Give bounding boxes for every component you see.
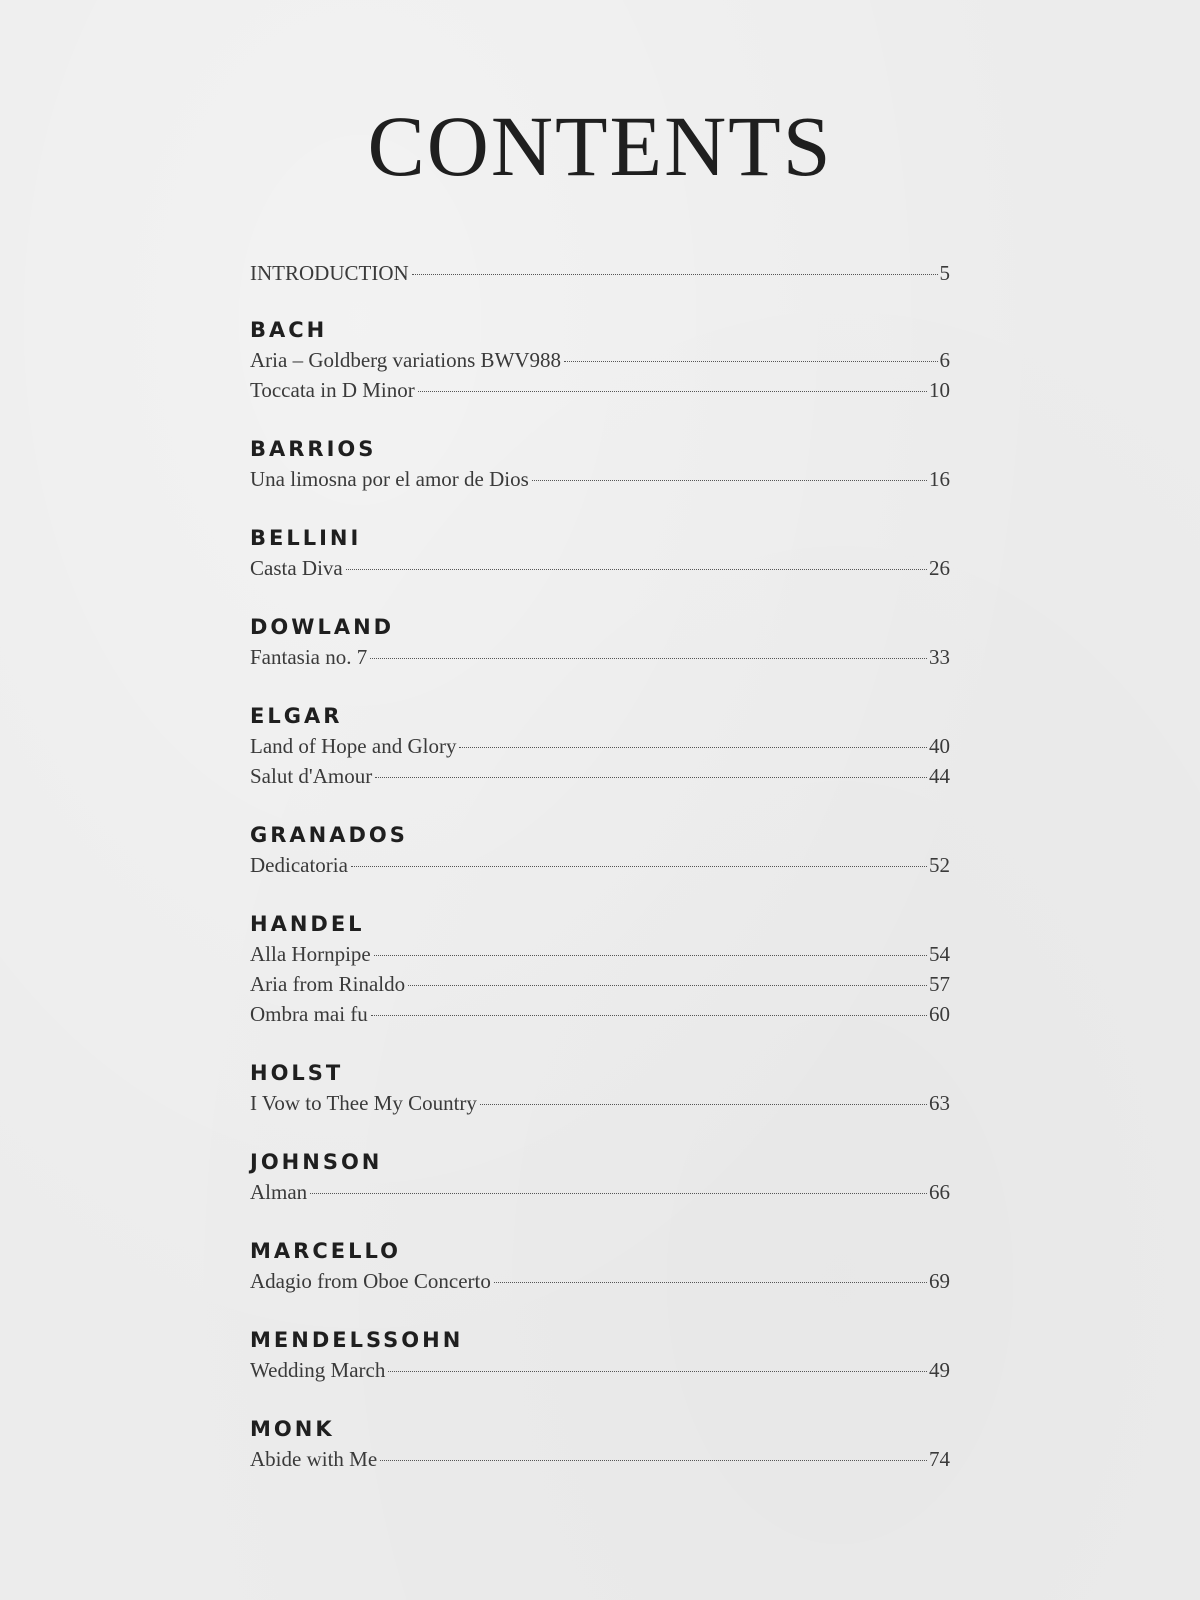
dot-leader bbox=[346, 569, 927, 570]
composer-section bbox=[250, 1148, 950, 1207]
entry-title: Adagio from Oboe Concerto bbox=[250, 1269, 491, 1293]
entry-page-number: 16 bbox=[929, 467, 950, 491]
entry-page-number: 49 bbox=[929, 1358, 950, 1382]
entry-title: Alman bbox=[250, 1180, 308, 1204]
toc-entry[interactable] bbox=[250, 642, 950, 672]
entry-title: Aria – Goldberg variations BWV988 bbox=[250, 348, 562, 372]
entry-title: Toccata in D Minor bbox=[250, 378, 415, 402]
toc-entry[interactable] bbox=[250, 761, 950, 791]
composer-section bbox=[250, 524, 950, 583]
entry-page-number: 66 bbox=[929, 1180, 950, 1204]
dot-leader bbox=[371, 1015, 927, 1016]
entry-title: Una limosna por el amor de Dios bbox=[250, 467, 529, 491]
entry-title: Wedding March bbox=[250, 1358, 386, 1382]
composer-heading: MENDELSSOHN bbox=[250, 1328, 464, 1352]
entry-page-number: 6 bbox=[939, 348, 950, 372]
toc-entry[interactable] bbox=[250, 375, 950, 405]
dot-leader bbox=[375, 777, 927, 778]
entry-title: Dedicatoria bbox=[250, 853, 348, 877]
entry-title: Abide with Me bbox=[250, 1447, 378, 1471]
dot-leader bbox=[310, 1193, 927, 1194]
dot-leader bbox=[380, 1460, 927, 1461]
dot-leader bbox=[532, 480, 927, 481]
dot-leader bbox=[408, 985, 927, 986]
dot-leader bbox=[388, 1371, 927, 1372]
composer-heading: ELGAR bbox=[250, 704, 343, 728]
dot-leader bbox=[494, 1282, 927, 1283]
composer-heading: HANDEL bbox=[250, 912, 365, 936]
composer-heading: DOWLAND bbox=[250, 615, 395, 639]
entry-title: INTRODUCTION bbox=[250, 261, 409, 285]
composer-section bbox=[250, 702, 950, 791]
toc-entry[interactable] bbox=[250, 850, 950, 880]
composer-heading: GRANADOS bbox=[250, 823, 408, 847]
composer-heading: MONK bbox=[250, 1417, 335, 1441]
toc-entry[interactable] bbox=[250, 345, 950, 375]
toc-entry[interactable] bbox=[250, 1266, 950, 1296]
composer-heading: BACH bbox=[250, 318, 328, 342]
entry-title: Ombra mai fu bbox=[250, 1002, 368, 1026]
toc-entry[interactable] bbox=[250, 1177, 950, 1207]
composer-section bbox=[250, 435, 950, 494]
entry-page-number: 26 bbox=[929, 556, 950, 580]
entry-page-number: 54 bbox=[929, 942, 950, 966]
composer-section bbox=[250, 1415, 950, 1474]
toc-entry[interactable] bbox=[250, 464, 950, 494]
composer-section bbox=[250, 1059, 950, 1118]
entry-page-number: 40 bbox=[929, 734, 950, 758]
dot-leader bbox=[459, 747, 927, 748]
entry-page-number: 44 bbox=[929, 764, 950, 788]
entry-title: Salut d'Amour bbox=[250, 764, 373, 788]
dot-leader bbox=[418, 391, 927, 392]
composer-heading: JOHNSON bbox=[250, 1150, 383, 1174]
entry-page-number: 57 bbox=[929, 972, 950, 996]
dot-leader bbox=[351, 866, 927, 867]
entry-title: Land of Hope and Glory bbox=[250, 734, 457, 758]
toc-entry-introduction[interactable] bbox=[250, 258, 950, 288]
dot-leader bbox=[370, 658, 927, 659]
entry-page-number: 10 bbox=[929, 378, 950, 402]
composer-section bbox=[250, 1237, 950, 1296]
toc-entry[interactable] bbox=[250, 969, 950, 999]
composer-sections bbox=[250, 316, 950, 1474]
toc-entry[interactable] bbox=[250, 939, 950, 969]
toc-entry[interactable] bbox=[250, 553, 950, 583]
composer-heading: MARCELLO bbox=[250, 1239, 401, 1263]
toc-entry[interactable] bbox=[250, 1088, 950, 1118]
toc-entry[interactable] bbox=[250, 999, 950, 1029]
entry-title: Fantasia no. 7 bbox=[250, 645, 368, 669]
composer-section bbox=[250, 910, 950, 1029]
composer-heading: BELLINI bbox=[250, 526, 362, 550]
composer-heading: BARRIOS bbox=[250, 437, 377, 461]
toc-entry[interactable] bbox=[250, 1444, 950, 1474]
page-title: CONTENTS bbox=[367, 98, 833, 194]
entry-page-number: 74 bbox=[929, 1447, 950, 1471]
entry-page-number: 69 bbox=[929, 1269, 950, 1293]
composer-section bbox=[250, 821, 950, 880]
composer-heading: HOLST bbox=[250, 1061, 344, 1085]
composer-section bbox=[250, 1326, 950, 1385]
toc-entry[interactable] bbox=[250, 731, 950, 761]
dot-leader bbox=[412, 274, 938, 275]
entry-title: Casta Diva bbox=[250, 556, 343, 580]
dot-leader bbox=[564, 361, 937, 362]
entry-title: I Vow to Thee My Country bbox=[250, 1091, 477, 1115]
entry-page-number: 52 bbox=[929, 853, 950, 877]
dot-leader bbox=[374, 955, 927, 956]
composer-section bbox=[250, 316, 950, 405]
entry-page-number: 60 bbox=[929, 1002, 950, 1026]
dot-leader bbox=[480, 1104, 927, 1105]
entry-page-number: 63 bbox=[929, 1091, 950, 1115]
entry-title: Alla Hornpipe bbox=[250, 942, 371, 966]
composer-section bbox=[250, 613, 950, 672]
toc-entry[interactable] bbox=[250, 1355, 950, 1385]
table-of-contents bbox=[250, 258, 950, 1504]
entry-page-number: 5 bbox=[939, 261, 950, 285]
entry-page-number: 33 bbox=[929, 645, 950, 669]
entry-title: Aria from Rinaldo bbox=[250, 972, 406, 996]
